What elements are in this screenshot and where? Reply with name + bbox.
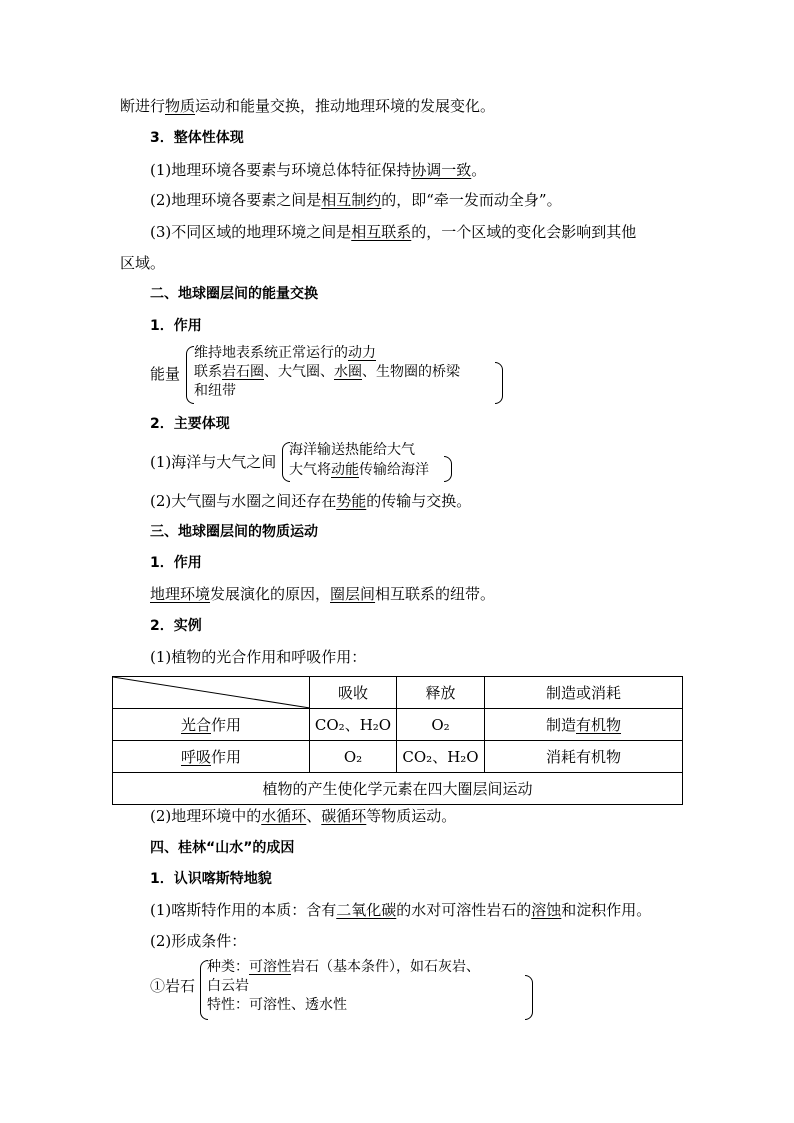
table-row: [113, 709, 683, 741]
item-3: (3)不同区域的地理环境之间是相互联系的，一个区域的变化会影响到其他: [150, 223, 637, 241]
subheading-manifestation: 2．主要体现: [150, 416, 230, 432]
header-absorb: 吸收: [310, 677, 397, 709]
energy-row-2: 联系岩石圈、大气圈、水圈、生物圈的桥梁: [194, 364, 460, 380]
photosynthesis-table: [112, 676, 683, 805]
sea-row-2: 大气将动能传输给海洋: [289, 462, 429, 478]
item-geo-env: 地理环境发展演化的原因，圈层间相互联系的纽带。: [150, 585, 496, 603]
cell-release: CO₂、H₂O: [397, 741, 485, 773]
energy-label: 能量: [150, 365, 181, 383]
item-1: (1)地理环境各要素与环境总体特征保持协调一致。: [150, 161, 487, 179]
item-cycles: (2)地理环境中的水循环、碳循环等物质运动。: [150, 807, 457, 825]
item-conditions: (2)形成条件：: [150, 932, 247, 950]
table-corner-cell: [113, 677, 310, 709]
subheading-karst: 1．认识喀斯特地貌: [150, 871, 272, 887]
section-3-heading: 三、地球圈层间的物质运动: [150, 524, 318, 540]
table-row: [113, 677, 683, 709]
cell-effect: 制造有机物: [485, 709, 683, 741]
item-2: (2)地理环境各要素之间是相互制约的，即“牵一发而动全身”。: [150, 191, 562, 209]
left-brace: [186, 346, 194, 404]
cell-release: O₂: [397, 709, 485, 741]
header-effect: 制造或消耗: [485, 677, 683, 709]
table-footer: 植物的产生使化学元素在四大圈层间运动: [113, 773, 683, 805]
paragraph-continuation: 断进行物质运动和能量交换，推动地理环境的发展变化。: [120, 97, 496, 115]
subheading-function-2: 1．作用: [150, 555, 202, 571]
cell-absorb: CO₂、H₂O: [310, 709, 397, 741]
rock-row-1: 种类：可溶性岩石（基本条件），如石灰岩、: [207, 959, 480, 975]
table-row: [113, 741, 683, 773]
cell-effect: 消耗有机物: [485, 741, 683, 773]
header-release: 释放: [397, 677, 485, 709]
rock-row-3: 特性：可溶性、透水性: [207, 997, 347, 1013]
diagonal-line: [113, 677, 310, 708]
row-name-photosynthesis: 光合作用: [113, 709, 310, 741]
item-photosynthesis: (1)植物的光合作用和呼吸作用：: [150, 648, 367, 666]
sea-label: (1)海洋与大气之间: [150, 453, 277, 471]
rock-label: ①岩石: [150, 977, 196, 995]
subheading-examples: 2．实例: [150, 618, 202, 634]
right-brace: [444, 456, 452, 482]
item-karst-essence: (1)喀斯特作用的本质：含有二氧化碳的水对可溶性岩石的溶蚀和淀积作用。: [150, 901, 652, 919]
rock-row-2: 白云岩: [207, 978, 249, 994]
row-name-respiration: 呼吸作用: [113, 741, 310, 773]
item-potential-energy: (2)大气圈与水圈之间还存在势能的传输与交换。: [150, 492, 472, 510]
right-brace: [525, 975, 533, 1020]
subheading-integrity: 3．整体性体现: [150, 130, 244, 146]
section-2-heading: 二、地球圈层间的能量交换: [150, 286, 318, 302]
table-row: [113, 773, 683, 805]
cell-absorb: O₂: [310, 741, 397, 773]
sea-row-1: 海洋输送热能给大气: [289, 442, 415, 458]
right-brace: [495, 362, 503, 404]
energy-row-1: 维持地表系统正常运行的动力: [194, 345, 376, 361]
energy-row-3: 和纽带: [194, 383, 236, 399]
section-4-heading: 四、桂林“山水”的成因: [150, 840, 295, 856]
item-3-cont: 区域。: [120, 254, 166, 272]
subheading-function-1: 1．作用: [150, 318, 202, 334]
